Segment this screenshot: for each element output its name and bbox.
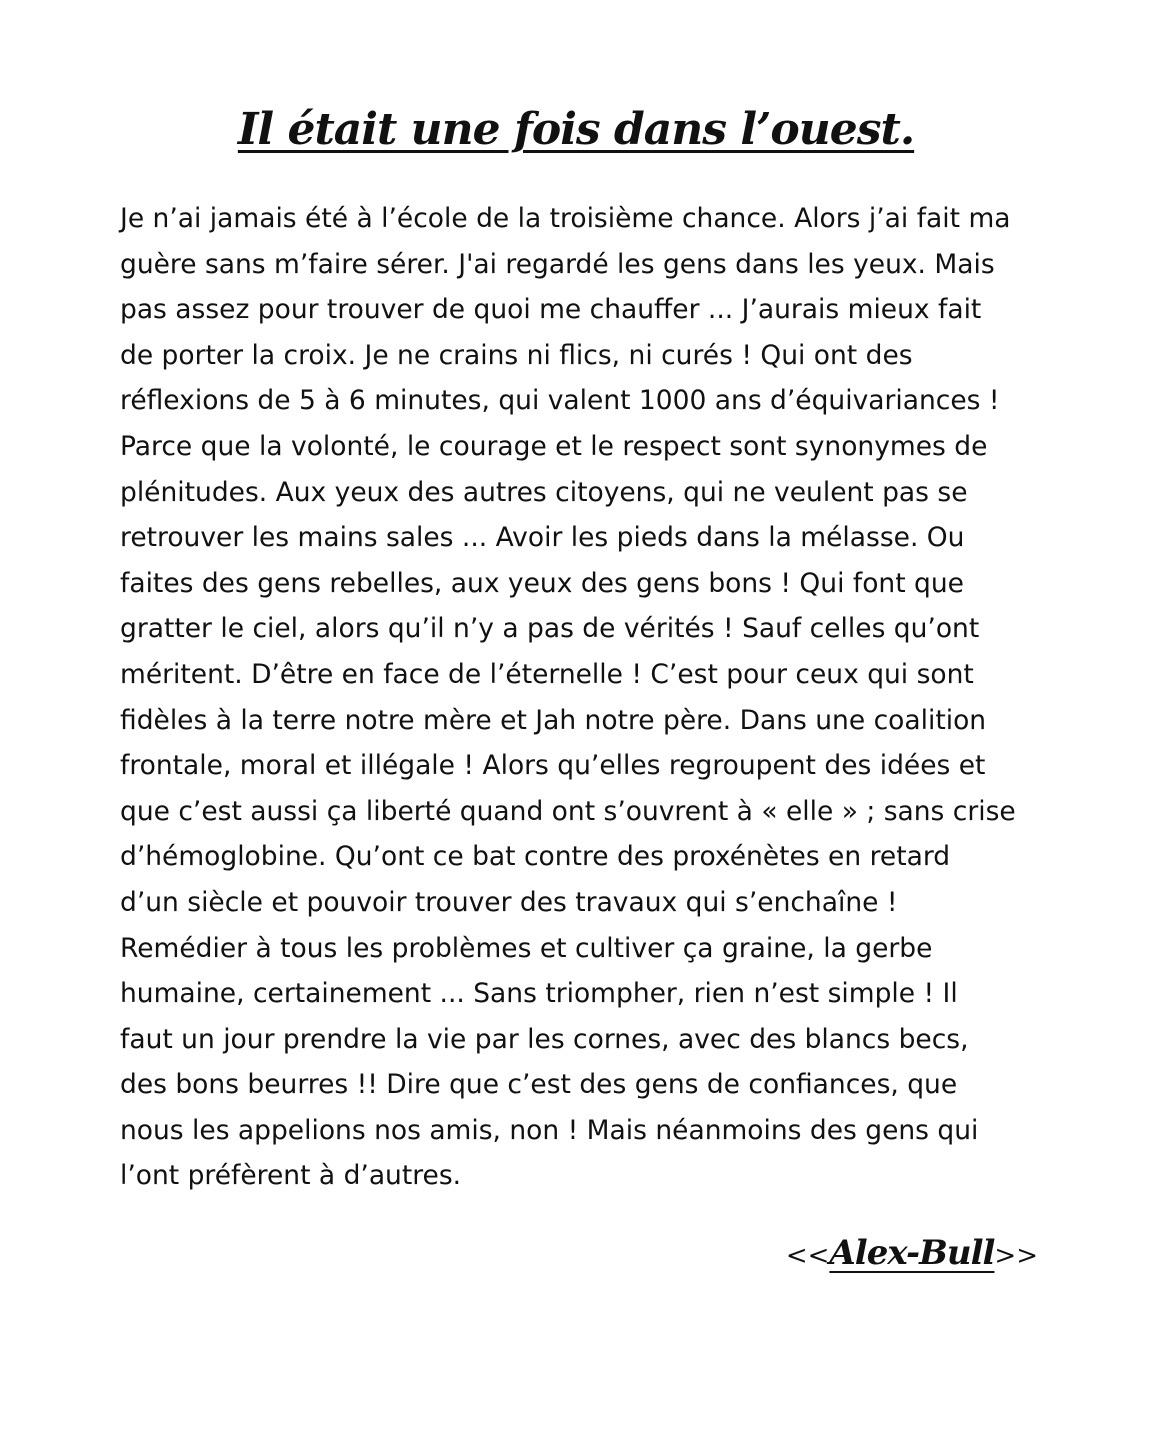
- poem-line: frontale, moral et illégale ! Alors qu’elles regroupent des idées et: [120, 750, 986, 782]
- poem-line: d’un siècle et pouvoir trouver des travaux qui s’enchaîne !: [120, 886, 898, 918]
- poem-line: de porter la croix. Je ne crains ni flics, ni curés ! Qui ont des: [120, 339, 913, 371]
- poem-line: guère sans m’faire sérer. J'ai regardé les gens dans les yeux. Mais: [120, 248, 995, 280]
- poem-line: que c’est aussi ça liberté quand ont s’ouvrent à « elle » ; sans crise: [120, 795, 1016, 827]
- poem-line: retrouver les mains sales ... Avoir les pieds dans la mélasse. Ou: [120, 522, 965, 554]
- poem-line: faites des gens rebelles, aux yeux des gens bons ! Qui font que: [120, 567, 964, 599]
- poem-line: d’hémoglobine. Qu’ont ce bat contre des proxénètes en retard: [120, 841, 951, 873]
- poem-line: nous les appelions nos amis, non ! Mais néanmoins des gens qui: [120, 1114, 979, 1146]
- poem-line: faut un jour prendre la vie par les cornes, avec des blancs becs,: [120, 1023, 969, 1055]
- signature-close-marks: >>: [994, 1241, 1038, 1271]
- poem-line: Je n’ai jamais été à l’école de la troisième chance. Alors j’ai fait ma: [120, 203, 1011, 234]
- signature-name: Alex-Bull: [829, 1233, 995, 1273]
- poem-line: humaine, certainement ... Sans triompher, rien n’est simple ! Il: [120, 978, 958, 1010]
- signature-open-marks: <<: [785, 1241, 830, 1271]
- poem-line: pas assez pour trouver de quoi me chauffer ... J’aurais mieux fait: [120, 294, 982, 326]
- author-signature: [786, 1228, 1038, 1281]
- poem-line: réflexions de 5 à 6 minutes, qui valent 1000 ans d’équivariances !: [120, 385, 1000, 417]
- poem-line: gratter le ciel, alors qu’il n’y a pas de vérités ! Sauf celles qu’ont: [120, 613, 980, 645]
- poem-line: des bons beurres !! Dire que c’est des gens de confiances, que: [120, 1069, 958, 1101]
- poem-line: Remédier à tous les problèmes et cultiver ça graine, la gerbe: [120, 932, 933, 964]
- poem-line: plénitudes. Aux yeux des autres citoyens, qui ne veulent pas se: [120, 476, 968, 508]
- poem-title: [0, 100, 1152, 160]
- poem-title-text: Il était une fois dans l’ouest.: [237, 104, 915, 155]
- poem-line: l’ont préfèrent à d’autres.: [120, 1160, 462, 1192]
- poem-line: méritent. D’être en face de l’éternelle ! C’est pour ceux qui sont: [120, 658, 974, 690]
- poem-body: [120, 196, 1040, 1199]
- poem-line: fidèles à la terre notre mère et Jah notre père. Dans une coalition: [120, 704, 987, 736]
- poem-line: Parce que la volonté, le courage et le respect sont synonymes de: [120, 430, 988, 462]
